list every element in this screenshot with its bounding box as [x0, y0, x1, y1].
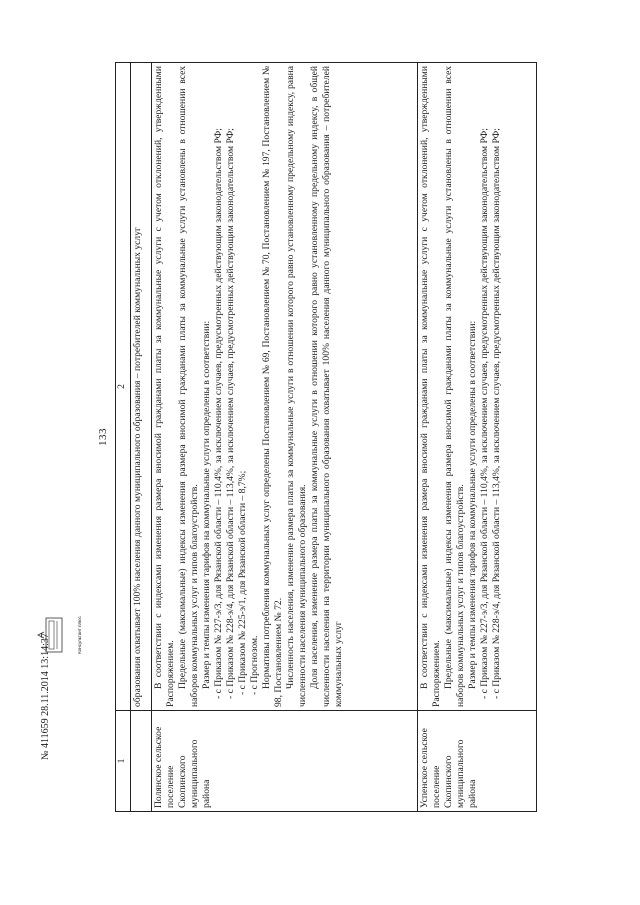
paragraph: Размер и темпы изменения тарифов на коммунальные услуги определены в соответствии:: [467, 320, 479, 689]
stamp-logo-icon: [32, 610, 72, 660]
table-body: [131, 63, 537, 812]
rotated-content: [97, 62, 542, 812]
paragraph: Нормативы потребления коммунальных услуг определены Постановлением № 69, Постановлением № 70, Постановлением № 197, Постановлением № 98, Постановлением № 72.: [260, 66, 284, 707]
paragraph: Предельные (максимальные) индексы изменения размера вносимой гражданами платы за коммунальные услуги установлены в отношении всех наборов коммунальных услуг и типов благоустройств.: [176, 66, 200, 707]
paragraph: В соответствии с индексами изменения размера вносимой гражданами платы за коммунальные услуги с учетом отклонений, утвержденными Распоряжением.: [152, 66, 176, 707]
paragraph: Численность населения, изменение размера платы за коммунальные услуги в отношении которого равно установленному предельному индексу, равна численности населения муниципального образования.: [284, 66, 308, 707]
paragraph: Предельные (максимальные) индексы изменения размера вносимой гражданами платы за коммунальные услуги установлены в отношении всех наборов коммунальных услуг и типов благоустройств.: [443, 66, 467, 707]
table-row: [151, 63, 418, 812]
description-cell: [131, 63, 152, 711]
page-number: 133: [97, 428, 109, 446]
municipality-cell: Полянское сельское поселение Скопинского муниципального района: [151, 711, 418, 812]
paragraph: Доля населения, изменение размера платы за коммунальные услуги в отношении которого равно установленному предельному индексу, в общей численности населения на территории муниципального образования охватывает 100% населения данного муниципального образования – потребителей коммунальных услуг: [308, 66, 344, 707]
table-header-row: [116, 63, 131, 812]
description-cell: [418, 63, 537, 711]
registration-stamp: № 411659 28.11.2014 13:14:37: [40, 633, 51, 760]
column-header-2: 2: [116, 63, 131, 711]
paragraph: - с Приказом № 228-э/4, для Рязанской области – 113,4%, за исключением случаев, предусмотренных действующим законодательством РФ;: [491, 128, 503, 699]
stamp-caption: Консультант плюс: [77, 616, 82, 654]
column-header-1: 1: [116, 711, 131, 812]
paragraph: В соответствии с индексами изменения размера вносимой гражданами платы за коммунальные услуги с учетом отклонений, утвержденными Распоряжением.: [419, 66, 443, 707]
paragraph: - с Приказом № 228-э/4, для Рязанской области – 113,4%, за исключением случаев, предусмотренных действующим законодательством РФ;: [224, 128, 236, 699]
paragraph: - с Приказом № 227-э/3, для Рязанской области – 110,4%, за исключением случаев, предусмотренных действующим законодательством РФ;: [479, 128, 491, 699]
municipality-cell: Успенское сельское поселение Скопинского муниципального района: [418, 711, 537, 812]
paragraph: - с Приказом № 227-э/3, для Рязанской области – 110,4%, за исключением случаев, предусмотренных действующим законодательством РФ;: [212, 128, 224, 699]
description-cell: [151, 63, 418, 711]
municipality-cell: [131, 711, 152, 812]
paragraph: Размер и темпы изменения тарифов на коммунальные услуги определены в соответствии:: [200, 320, 212, 689]
table-row: [418, 63, 537, 812]
paragraph: - с Прогнозом.: [248, 635, 260, 695]
document-table: [115, 62, 537, 812]
table-row: [131, 63, 152, 812]
paragraph: - с Приказом № 225-э/1, для Рязанской области – 8,7%;: [236, 470, 248, 695]
paragraph: образования охватывает 100% населения данного муниципального образования – потребителей коммунальных услуг: [132, 227, 143, 707]
